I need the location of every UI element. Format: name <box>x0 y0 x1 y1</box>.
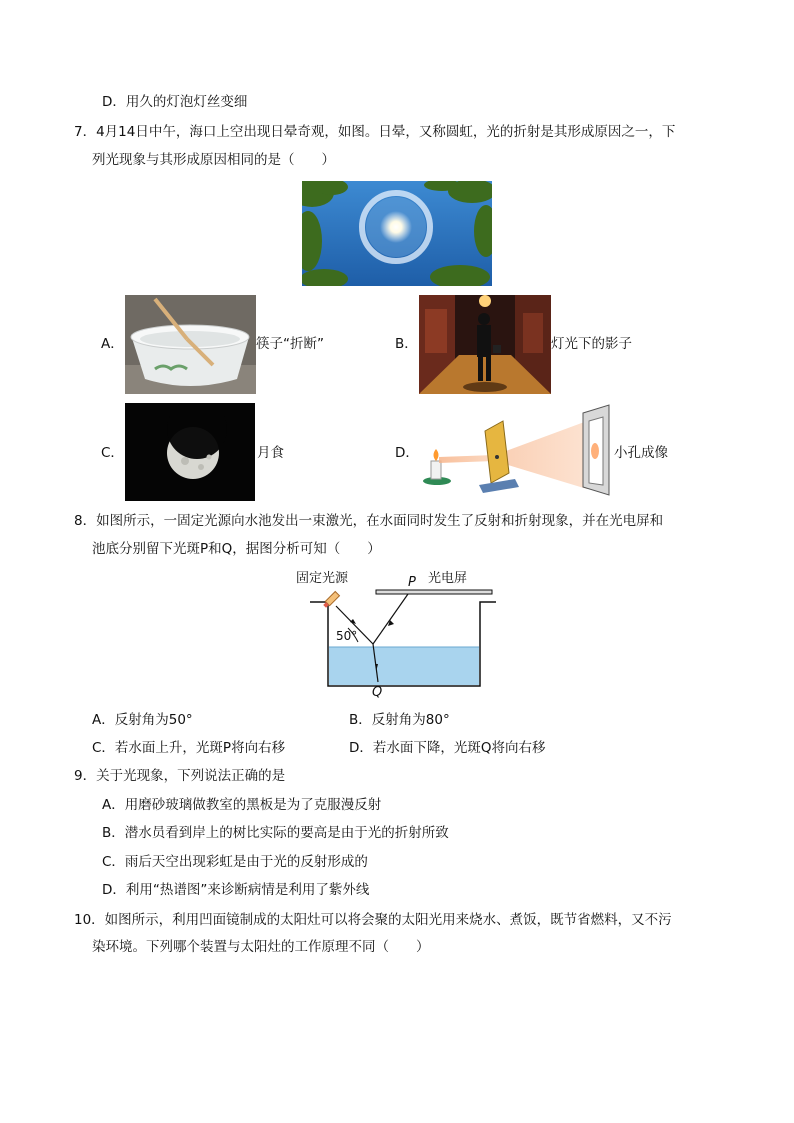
pinhole-imaging-diagram <box>419 403 612 497</box>
source-label: 固定光源 <box>296 571 349 586</box>
shadow-under-lamp-photo <box>419 295 551 394</box>
q7-option-a-letter: A． <box>101 336 124 352</box>
chopsticks-in-bowl-photo <box>125 295 256 394</box>
q8-stem-line2: 池底分别留下光斑P和Q，据图分析可知（ ） <box>92 541 381 557</box>
q9-option-a: A．用磨砂玻璃做教室的黑板是为了克服漫反射 <box>102 797 382 813</box>
lunar-eclipse-photo <box>125 403 255 501</box>
q10-stem-line1: 10．如图所示，利用凹面镜制成的太阳灶可以将会聚的太阳光用来烧水、煮饭，既节省燃料，又不污 <box>74 912 672 928</box>
q9-stem: 9．关于光现象，下列说法正确的是 <box>74 768 286 784</box>
q7-option-b-caption: 灯光下的影子 <box>551 336 632 352</box>
q8-option-b: B．反射角为80° <box>349 712 450 728</box>
q7-stem-line2: 列光现象与其形成原因相同的是（ ） <box>92 152 335 168</box>
p-label: P <box>408 575 416 590</box>
q7-option-d-caption: 小孔成像 <box>614 445 668 461</box>
q7-stem-line1: 7．4月14日中午，海口上空出现日晕奇观，如图。日晕，又称圆虹，光的折射是其形成原因之一，下 <box>74 124 676 140</box>
q10-stem-line2: 染环境。下列哪个装置与太阳灶的工作原理不同（ ） <box>92 939 430 955</box>
sun-halo-photo <box>302 181 492 286</box>
q7-option-a-caption: 筷子“折断” <box>256 336 324 352</box>
q8-option-d: D．若水面下降，光斑Q将向右移 <box>349 740 546 756</box>
screen-label: 光电屏 <box>428 571 468 586</box>
q8-option-c: C．若水面上升，光斑P将向右移 <box>92 740 286 756</box>
q7-option-c-letter: C． <box>101 445 124 461</box>
q8-stem-line1: 8．如图所示，一固定光源向水池发出一束激光，在水面同时发生了反射和折射现象，并在光电屏和 <box>74 513 664 529</box>
q9-option-d: D．利用“热谱图”来诊断病情是利用了紫外线 <box>102 882 370 898</box>
water <box>329 647 479 685</box>
light-source-icon <box>323 592 340 609</box>
q9-option-c: C．雨后天空出现彩虹是由于光的反射形成的 <box>102 854 368 870</box>
q7-option-b-letter: B． <box>395 336 418 352</box>
q6-option-d: D．用久的灯泡灯丝变细 <box>102 94 248 110</box>
reflection-refraction-diagram <box>290 566 510 700</box>
q9-option-b: B．潜水员看到岸上的树比实际的要高是由于光的折射所致 <box>102 825 449 841</box>
q7-option-c-caption: 月食 <box>257 445 284 461</box>
q7-option-d-letter: D． <box>395 445 419 461</box>
angle-label: 50° <box>336 629 358 643</box>
q8-option-a: A．反射角为50° <box>92 712 193 728</box>
q-label: Q <box>372 685 383 700</box>
